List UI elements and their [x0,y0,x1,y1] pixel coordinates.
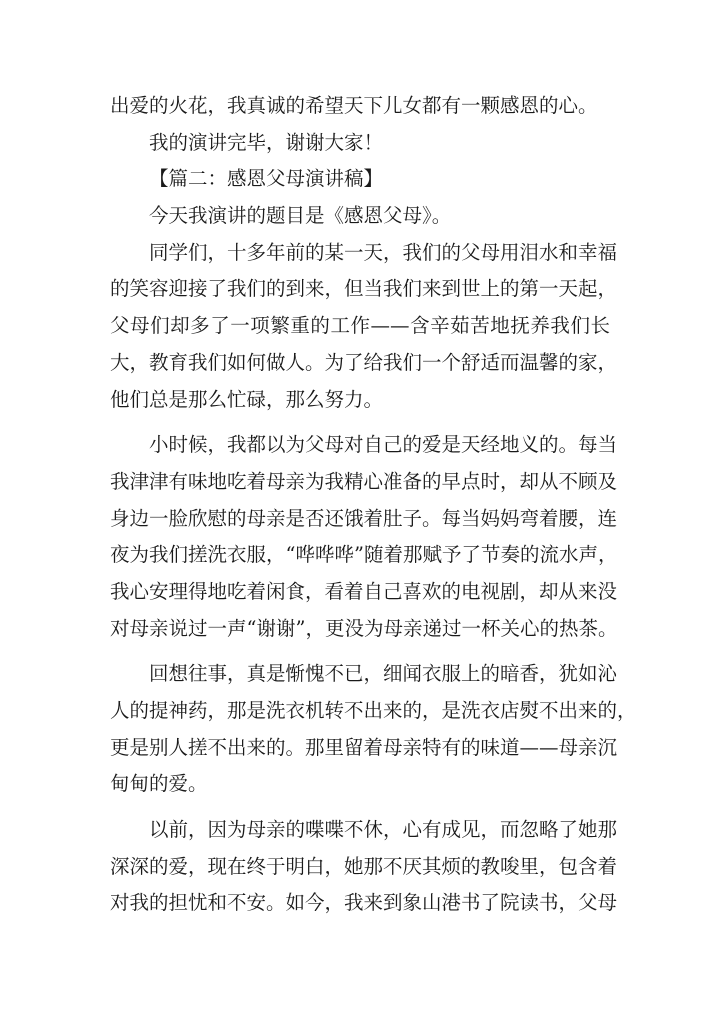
text-line: 甸甸的爱。 [110,772,208,796]
paragraph [110,88,610,125]
text-line: 他们总是那么忙碌，那么努力。 [110,387,384,411]
document-page [110,88,637,922]
text-line: 对我的担忧和不安。如今，我来到象山港书了院读书，父母 [110,891,618,915]
text-line: 小时候，我都以为父母对自己的爱是天经地义的。每当 [149,433,618,457]
text-line: 我津津有味地吃着母亲为我精心准备的早点时，却从不顾及 [110,469,618,493]
text-line: 人的提神药，那是洗衣机转不出来的，是洗衣店熨不出来的， [110,699,637,722]
text-line: 出爱的火花，我真诚的希望天下儿女都有一颗感恩的心。 [110,94,598,117]
text-line: 身边一脸欣慰的母亲是否还饿着肚子。每当妈妈弯着腰，连 [110,506,618,530]
text-line: 夜为我们搓洗衣服，“哗哗哗”随着那赋予了节奏的流水声， [110,543,618,567]
paragraph [110,427,618,647]
text-line: 深深的爱，现在终于明白，她那不厌其烦的教唆里，包含着 [110,854,618,878]
text-line: 对母亲说过一声“谢谢”，更没为母亲递过一杯关心的热茶。 [110,616,618,640]
section-heading [110,161,610,198]
text-line: 同学们，十多年前的某一天，我们的父母用泪水和幸福 [149,240,618,264]
paragraph-spacer [110,803,610,812]
paragraph [110,125,610,162]
text-line: 以前，因为母亲的喋喋不休，心有成见，而忽略了她那 [149,818,618,842]
paragraph [110,198,610,235]
paragraph [110,656,637,803]
text-line: 我心安理得地吃着闲食，看着自己喜欢的电视剧，却从来没 [110,579,618,603]
text-line: 大，教育我们如何做人。为了给我们一个舒适而温馨的家， [110,350,618,374]
text-line: 父母们却多了一项繁重的工作——含辛茹苦地抚养我们长 [110,314,610,338]
paragraph [110,235,618,418]
text-line: 回想往事，真是惭愧不已，细闻衣服上的暗香，犹如沁 [149,662,618,686]
text-line: 的笑容迎接了我们的到来，但当我们来到世上的第一天起， [110,277,618,301]
paragraph-spacer [110,647,610,656]
text-line: 【篇二：感恩父母演讲稿】 [149,167,384,191]
paragraph [110,812,618,922]
text-line: 我的演讲完毕，谢谢大家！ [149,130,384,154]
paragraph-spacer [110,418,610,427]
text-line: 更是别人搓不出来的。那里留着母亲特有的味道——母亲沉 [110,735,618,759]
text-line: 今天我演讲的题目是《感恩父母》。 [149,204,452,228]
